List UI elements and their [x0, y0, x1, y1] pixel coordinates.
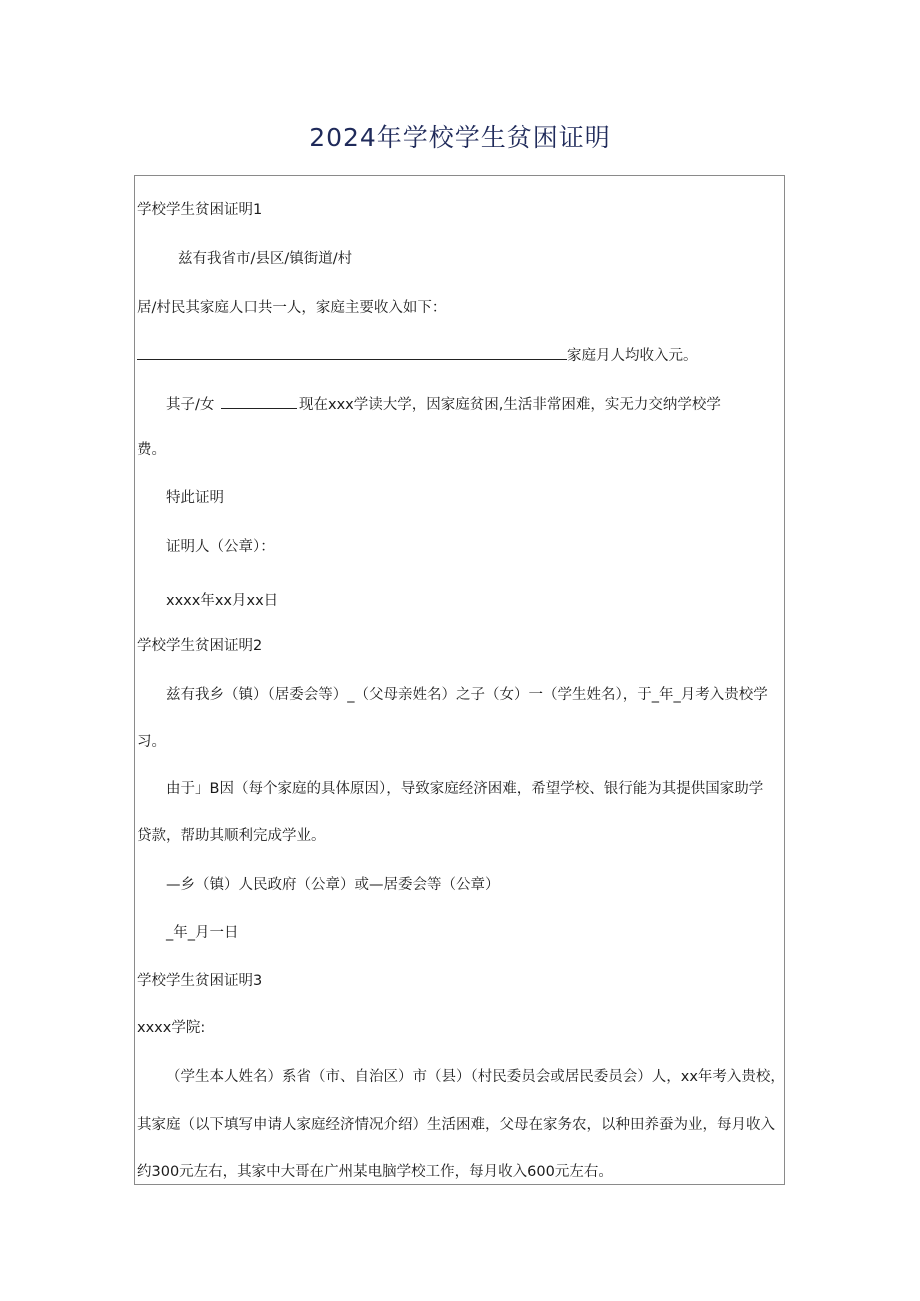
section2-date: _年_月一日	[166, 925, 239, 941]
section2-signature: —乡（镇）人民政府（公章）或—居委会等（公章）	[166, 877, 500, 893]
section1-paragraph4	[166, 394, 721, 414]
section1-paragraph3	[137, 345, 698, 365]
section1-date: xxxx年xx月xx日	[166, 593, 279, 609]
section3-heading: 学校学生贫困证明3	[137, 973, 263, 989]
section1-paragraph4-end: 现在xxx学读大学，因家庭贫困,生活非常困难，实无力交纳学校学	[299, 397, 721, 413]
section1-certifier: 证明人（公章）：	[166, 539, 275, 555]
blank-underline	[221, 394, 297, 409]
section2-paragraph1-continuation: 习。	[137, 734, 166, 750]
section3-paragraph2: 其家庭（以下填写申请人家庭经济情况介绍）生活困难，父母在家务农，以种田养蚕为业，每月收入	[137, 1117, 775, 1133]
section1-closing: 特此证明	[166, 490, 224, 506]
section1-paragraph3-text: 家庭月人均收入元。	[567, 348, 698, 364]
blank-underline	[137, 345, 567, 360]
section2-paragraph2-continuation: 贷款，帮助其顺利完成学业。	[137, 828, 326, 844]
document-title: 2024年学校学生贫困证明	[309, 123, 611, 152]
section3-paragraph1: （学生本人姓名）系省（市、自治区）市（县）（村民委员会或居民委员会）人，xx年考入贵校，	[166, 1069, 785, 1085]
section1-paragraph1: 兹有我省市/县区/镇街道/村	[178, 251, 353, 267]
section2-paragraph1: 兹有我乡（镇）（居委会等）_（父母亲姓名）之子（女）一（学生姓名），于_年_月考入贵校学	[166, 687, 768, 703]
document-frame	[134, 175, 785, 1185]
section1-paragraph4-continuation: 费。	[137, 442, 166, 458]
section3-paragraph3: 约300元左右，其家中大哥在广州某电脑学校工作，每月收入600元左右。	[137, 1164, 613, 1180]
section2-heading: 学校学生贫困证明2	[137, 638, 263, 654]
section1-paragraph2: 居/村民其家庭人口共一人，家庭主要收入如下：	[137, 300, 447, 316]
section3-addressee: xxxx学院:	[137, 1020, 206, 1036]
section2-paragraph2: 由于」B因（每个家庭的具体原因），导致家庭经济困难，希望学校、银行能为其提供国家助学	[166, 781, 764, 797]
section1-heading: 学校学生贫困证明1	[137, 202, 263, 218]
section1-paragraph4-start: 其子/女	[166, 397, 215, 413]
